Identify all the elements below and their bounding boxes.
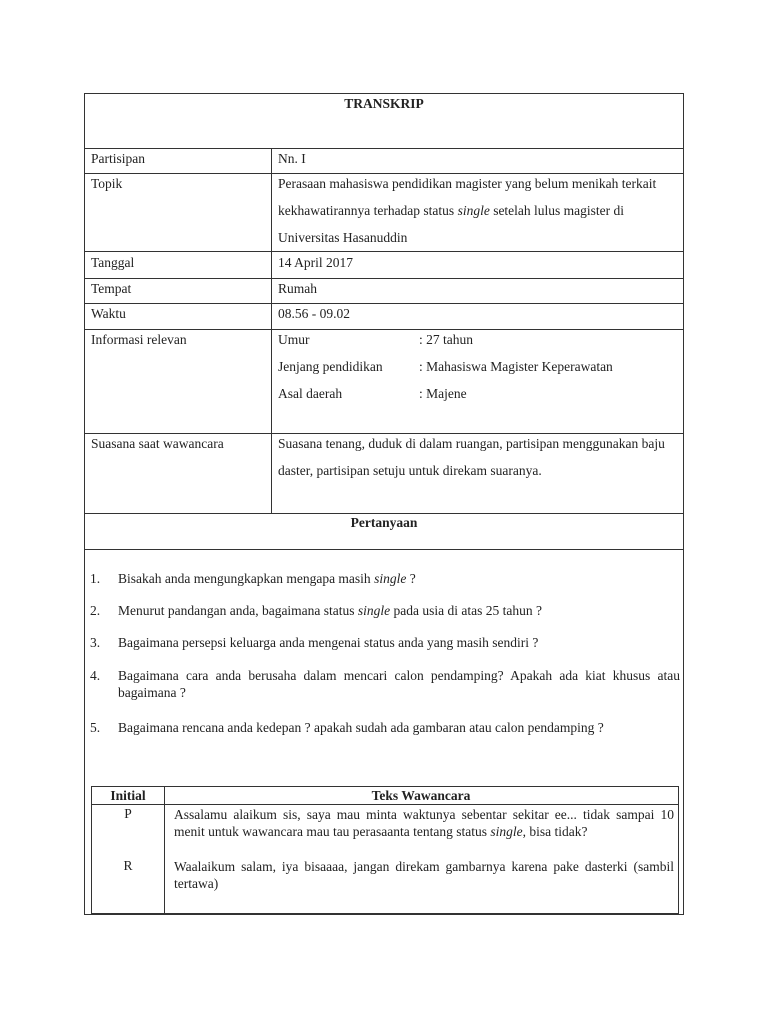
info-key-jenjang: Jenjang pendidikan bbox=[278, 359, 383, 374]
initial-p: P bbox=[124, 806, 132, 821]
tempat-value: Rumah bbox=[278, 281, 317, 296]
interview-table bbox=[91, 786, 679, 914]
info-key-asal: Asal daerah bbox=[278, 386, 343, 401]
waktu-label: Waktu bbox=[91, 306, 126, 321]
column-divider bbox=[271, 148, 272, 513]
question-5: 5. Bagaimana rencana anda kedepan ? apakah sudah ada gambaran atau calon pendamping ? bbox=[90, 720, 604, 735]
topik-value: Perasaan mahasiswa pendidikan magister yang belum menikah terkait kekhawatirannya terhadap status single setelah lulus magister di Universitas Hasanuddin bbox=[278, 176, 657, 245]
initial-r: R bbox=[123, 858, 133, 873]
info-value-asal: : Majene bbox=[419, 386, 467, 401]
suasana-value: Suasana tenang, duduk di dalam ruangan, partisipan menggunakan baju daster, partisipan setuju untuk direkam suaranya. bbox=[278, 436, 665, 478]
question-4: 4. Bagaimana cara anda berusaha dalam mencari calon pendamping? Apakah ada kiat khusus atau bagaimana ? bbox=[90, 668, 680, 700]
info-value-umur: : 27 tahun bbox=[419, 332, 473, 347]
partisipan-value: Nn. I bbox=[278, 151, 306, 166]
info-label: Informasi relevan bbox=[91, 332, 187, 347]
text-header: Teks Wawancara bbox=[371, 788, 471, 803]
transcript-table bbox=[84, 93, 684, 915]
topik-label: Topik bbox=[91, 176, 123, 191]
divider bbox=[85, 148, 683, 149]
tanggal-label: Tanggal bbox=[91, 255, 135, 270]
tempat-label: Tempat bbox=[91, 281, 132, 296]
partisipan-label: Partisipan bbox=[91, 151, 145, 166]
waktu-value: 08.56 - 09.02 bbox=[278, 306, 350, 321]
question-3: 3. Bagaimana persepsi keluarga anda mengenai status anda yang masih sendiri ? bbox=[90, 635, 539, 650]
interview-row-r: Waalaikum salam, iya bisaaaa, jangan direkam gambarnya karena pake dasterki (sambil tertawa) bbox=[174, 859, 674, 891]
interview-column-divider bbox=[164, 787, 165, 913]
tanggal-value: 14 April 2017 bbox=[278, 255, 354, 270]
initial-header: Initial bbox=[110, 788, 146, 803]
info-key-umur: Umur bbox=[278, 332, 310, 347]
interview-row-p: Assalamu alaikum sis, saya mau minta waktunya sebentar sekitar ee... tidak sampai 10 menit untuk wawancara mau tau perasaanta tentang status single, bisa tidak? bbox=[174, 807, 674, 839]
questions-heading: Pertanyaan bbox=[350, 515, 418, 530]
question-2: 2. Menurut pandangan anda, bagaimana status single pada usia di atas 25 tahun ? bbox=[90, 603, 543, 618]
info-value-jenjang: : Mahasiswa Magister Keperawatan bbox=[419, 359, 613, 374]
suasana-label: Suasana saat wawancara bbox=[91, 436, 224, 451]
question-1: 1. Bisakah anda mengungkapkan mengapa masih single ? bbox=[90, 571, 416, 586]
page-title: TRANSKRIP bbox=[344, 96, 424, 111]
